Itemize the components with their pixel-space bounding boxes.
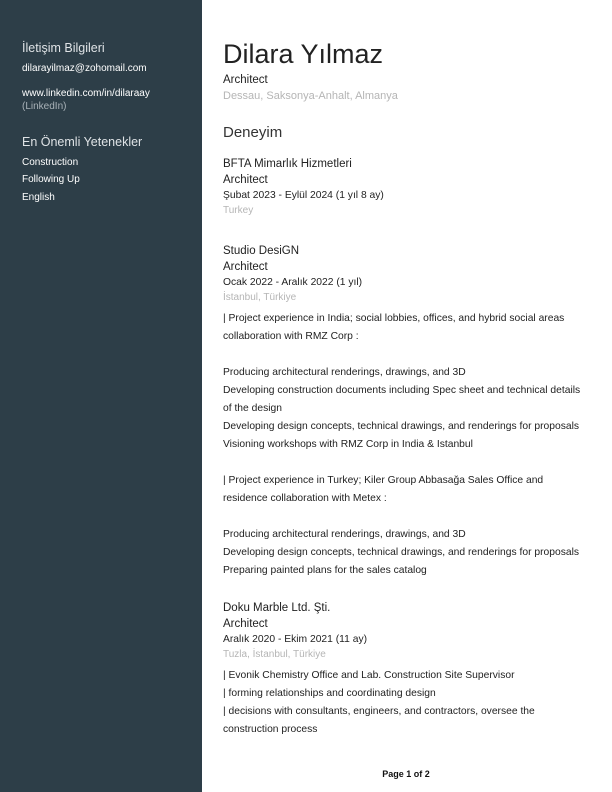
job-location: Tuzla, İstanbul, Türkiye: [223, 649, 326, 660]
description-line: construction process: [223, 724, 318, 735]
description-line: Developing construction documents including Spec sheet and technical details: [223, 385, 581, 396]
description-line: | Project experience in India; social lobbies, offices, and hybrid social areas: [223, 313, 565, 324]
job-role: Architect: [223, 174, 268, 186]
job-company: Studio DesiGN: [223, 245, 300, 257]
section-heading-experience: Deneyim: [223, 124, 283, 141]
skill-item: English: [22, 192, 55, 203]
profile-location: Dessau, Saksonya-Anhalt, Almanya: [223, 90, 398, 102]
description-line: [223, 454, 593, 472]
job-dates: Aralık 2020 - Ekim 2021 (11 ay): [223, 634, 368, 645]
description-line: of the design: [223, 403, 282, 414]
description-line: Preparing painted plans for the sales catalog: [223, 565, 427, 576]
profile-name: Dilara Yılmaz: [223, 39, 384, 69]
skills-heading: En Önemli Yetenekler: [22, 135, 143, 149]
description-line: | forming relationships and coordinating design: [223, 688, 436, 699]
description-line: residence collaboration with Metex :: [223, 493, 387, 504]
description-line: collaboration with RMZ Corp :: [223, 331, 359, 342]
description-line: | Project experience in Turkey; Kiler Group Abbasağa Sales Office and: [223, 475, 544, 486]
job-location: Turkey: [223, 205, 254, 216]
skill-item: Following Up: [22, 174, 80, 185]
description-line: [223, 508, 593, 526]
description-line: Developing design concepts, technical drawings, and renderings for proposals: [223, 547, 580, 558]
description-line: Visioning workshops with RMZ Corp in India & Istanbul: [223, 439, 473, 450]
job-description: [223, 310, 593, 580]
description-line: Developing design concepts, technical drawings, and renderings for proposals: [223, 421, 580, 432]
job-company: BFTA Mimarlık Hizmetleri: [223, 158, 352, 170]
job-location: İstanbul, Türkiye: [223, 292, 297, 303]
job-description: [223, 667, 593, 739]
sidebar: [0, 0, 202, 792]
linkedin-label: (LinkedIn): [22, 101, 67, 112]
skill-item: Construction: [22, 157, 79, 168]
description-line: | Evonik Chemistry Office and Lab. Construction Site Supervisor: [223, 670, 515, 681]
description-line: Producing architectural renderings, drawings, and 3D: [223, 367, 466, 378]
job-role: Architect: [223, 618, 268, 630]
contact-heading: İletişim Bilgileri: [22, 41, 105, 55]
email-link[interactable]: dilarayilmaz@zohomail.com: [22, 63, 147, 74]
description-line: Producing architectural renderings, drawings, and 3D: [223, 529, 466, 540]
job-dates: Şubat 2023 - Eylül 2024 (1 yıl 8 ay): [223, 190, 384, 201]
description-line: | decisions with consultants, engineers, and contractors, oversee the: [223, 706, 535, 717]
profile-title: Architect: [223, 74, 268, 86]
page-number: Page 1 of 2: [382, 769, 430, 779]
description-line: [223, 346, 593, 364]
job-company: Doku Marble Ltd. Şti.: [223, 602, 331, 614]
linkedin-link[interactable]: www.linkedin.com/in/dilaraay: [22, 88, 150, 99]
job-role: Architect: [223, 261, 268, 273]
job-dates: Ocak 2022 - Aralık 2022 (1 yıl): [223, 277, 363, 288]
